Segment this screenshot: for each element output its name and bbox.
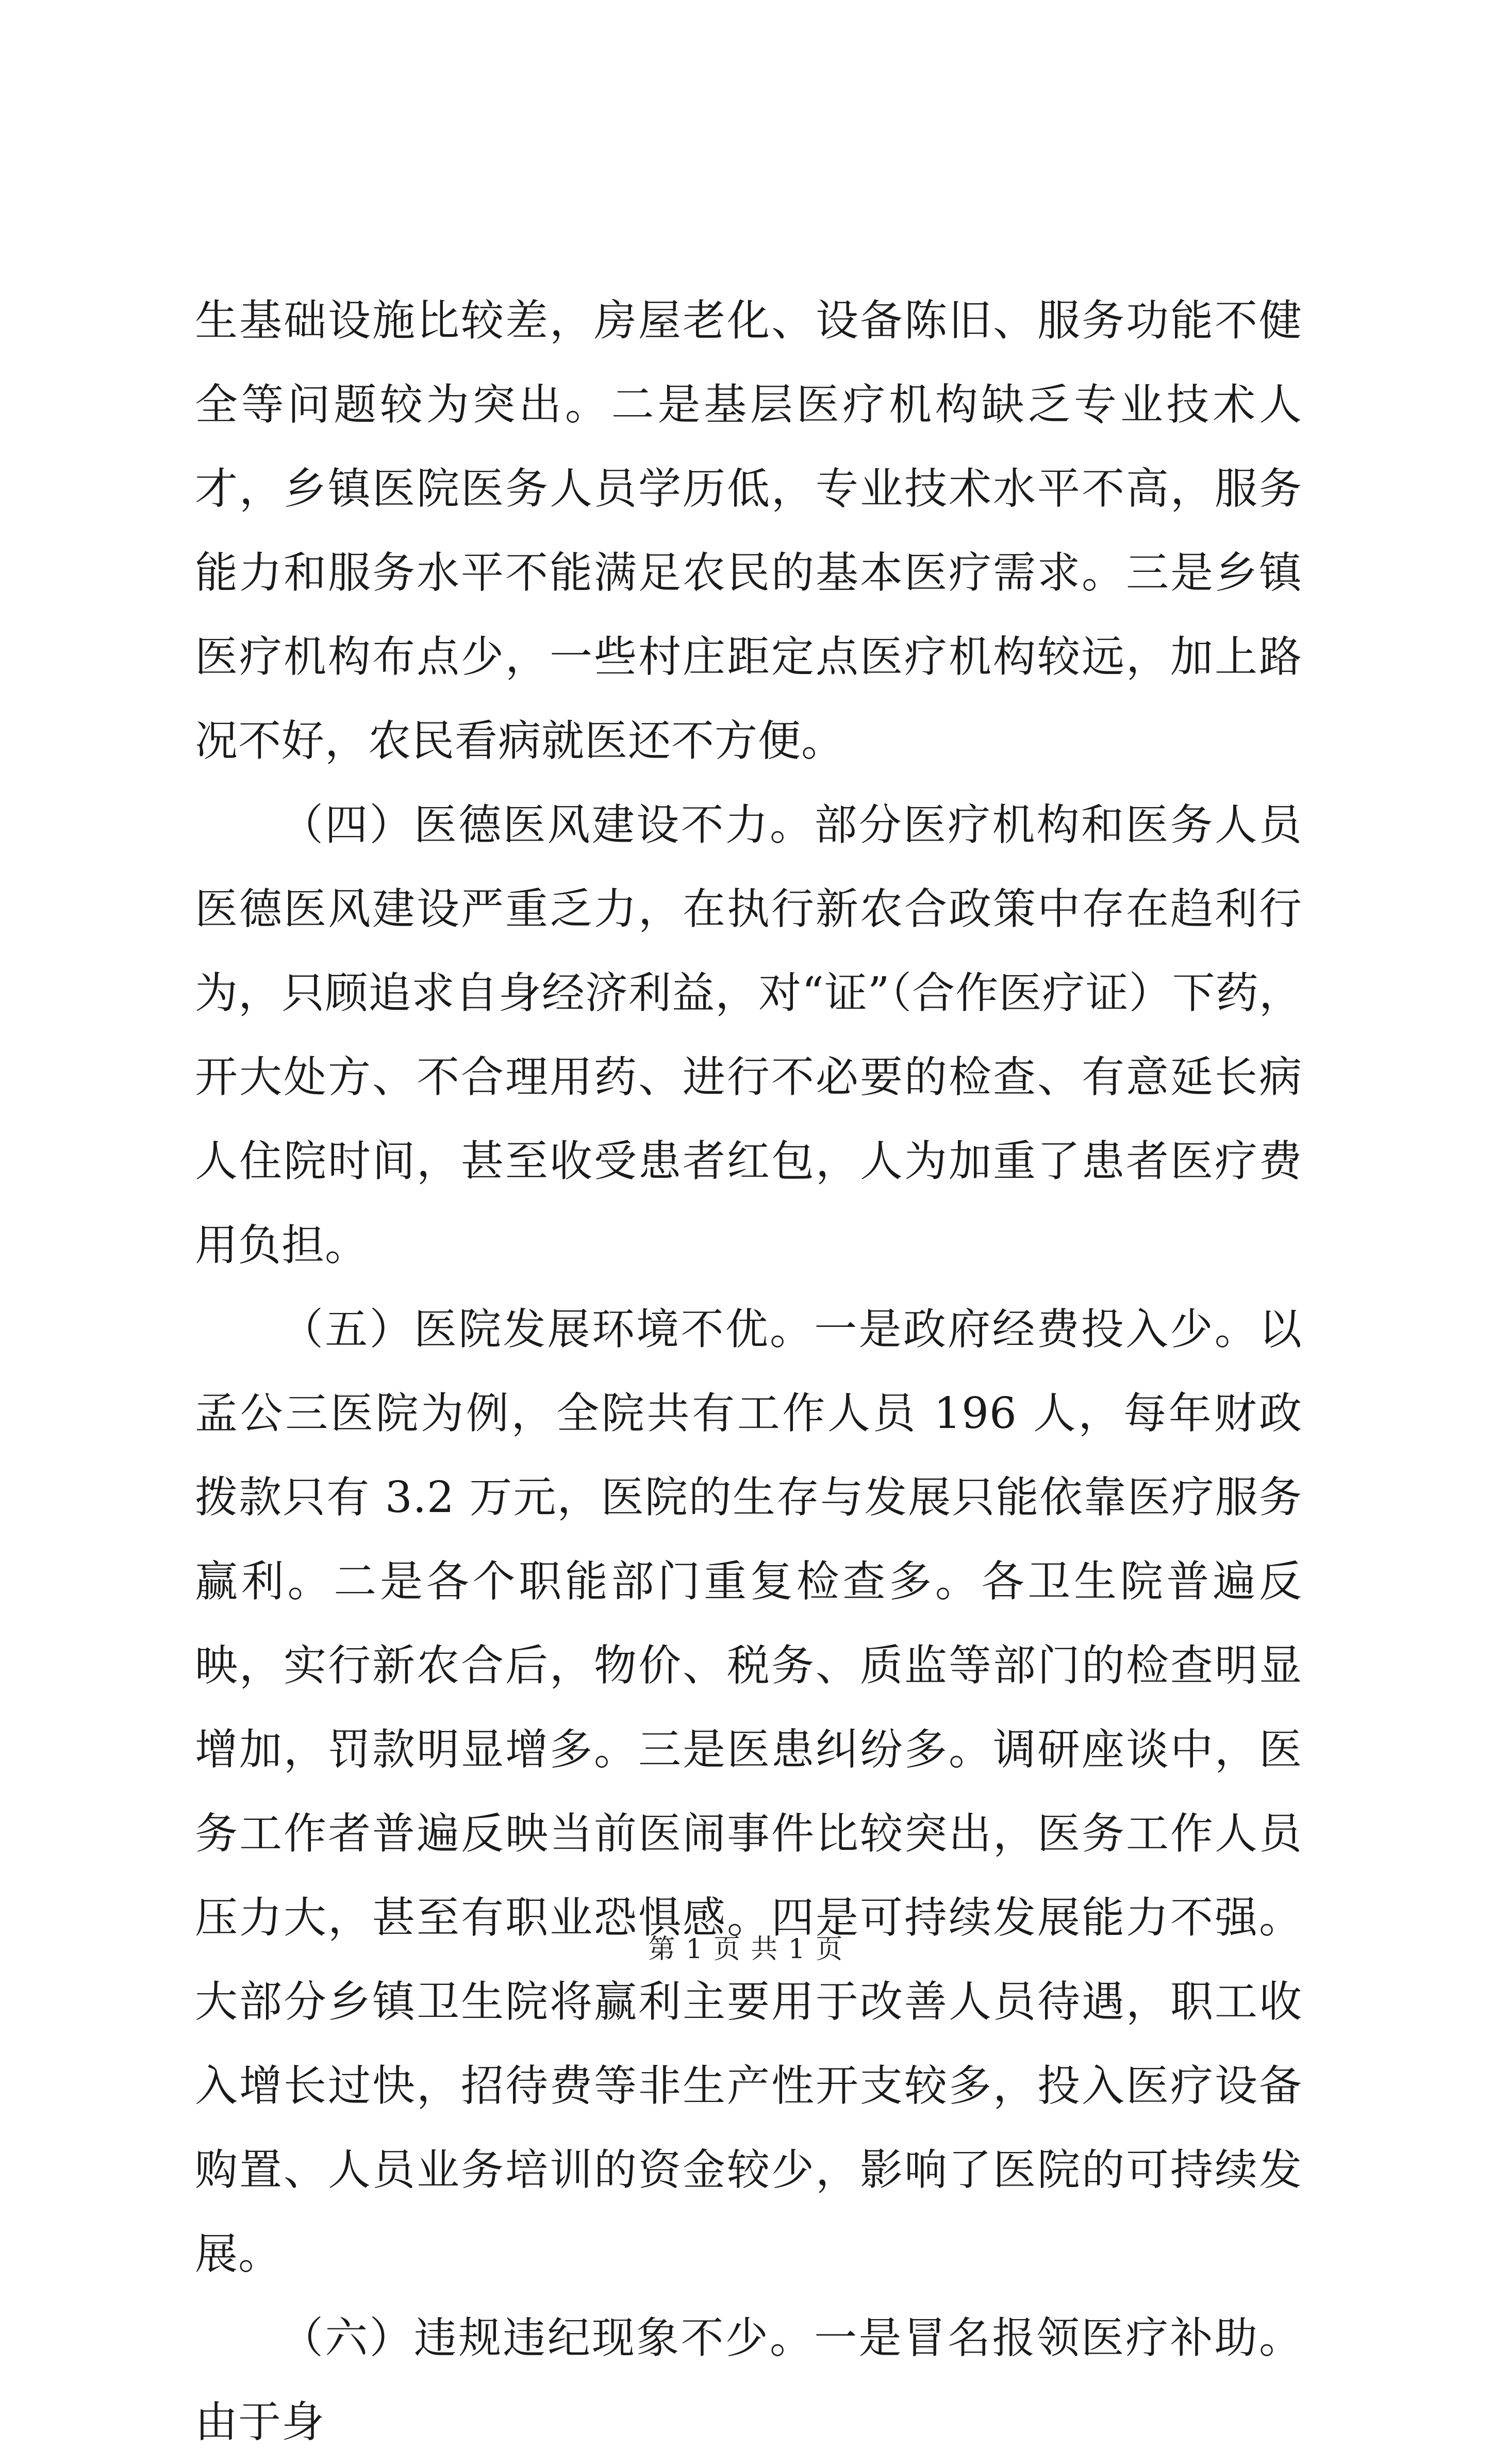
paragraph-section-6: （六）违规违纪现象不少。一是冒名报领医疗补助。由于身 bbox=[195, 2313, 1302, 2447]
paragraph-continuation: 生基础设施比较差，房屋老化、设备陈旧、服务功能不健全等问题较为突出。二是基层医疗机构缺乏专业技术人才，乡镇医院医务人员学历低，专业技术水平不高，服务能力和服务水平不能满足农民的基本医疗需求。三是乡镇医疗机构布点少，一些村庄距定点医疗机构较远，加上路况不好，农民看病就医还不方便。 bbox=[195, 295, 1302, 766]
page-footer: 第 1 页 共 1 页 bbox=[648, 1934, 844, 1965]
paragraph-section-5: （五）医院发展环境不优。一是政府经费投入少。以孟公三医院为例，全院共有工作人员 196 人，每年财政拨款只有 3.2 万元，医院的生存与发展只能依靠医疗服务赢利。二是各个职能部门重复检查多。各卫生院普遍反映，实行新农合后，物价、税务、质监等部门的检查明显增加，罚款明显增多。三是医患纠纷多。调研座谈中，医务工作者普遍反映当前医闹事件比较突出，医务工作人员压力大，甚至有职业恐惧感。四是可持续发展能力不强。大部分乡镇卫生院将赢利主要用于改善人员待遇，职工收入增长过快，招待费等非生产性开支较多，投入医疗设备购置、人员业务培训的资金较少，影响了医院的可持续发展。 bbox=[195, 1304, 1302, 2279]
document-body bbox=[195, 278, 1302, 2464]
paragraph-section-4: （四）医德医风建设不力。部分医疗机构和医务人员医德医风建设严重乏力，在执行新农合政策中存在趋利行为，只顾追求自身经济利益，对“证”（合作医疗证）下药，开大处方、不合理用药、进行不必要的检查、有意延长病人住院时间，甚至收受患者红包，人为加重了患者医疗费用负担。 bbox=[195, 800, 1302, 1270]
